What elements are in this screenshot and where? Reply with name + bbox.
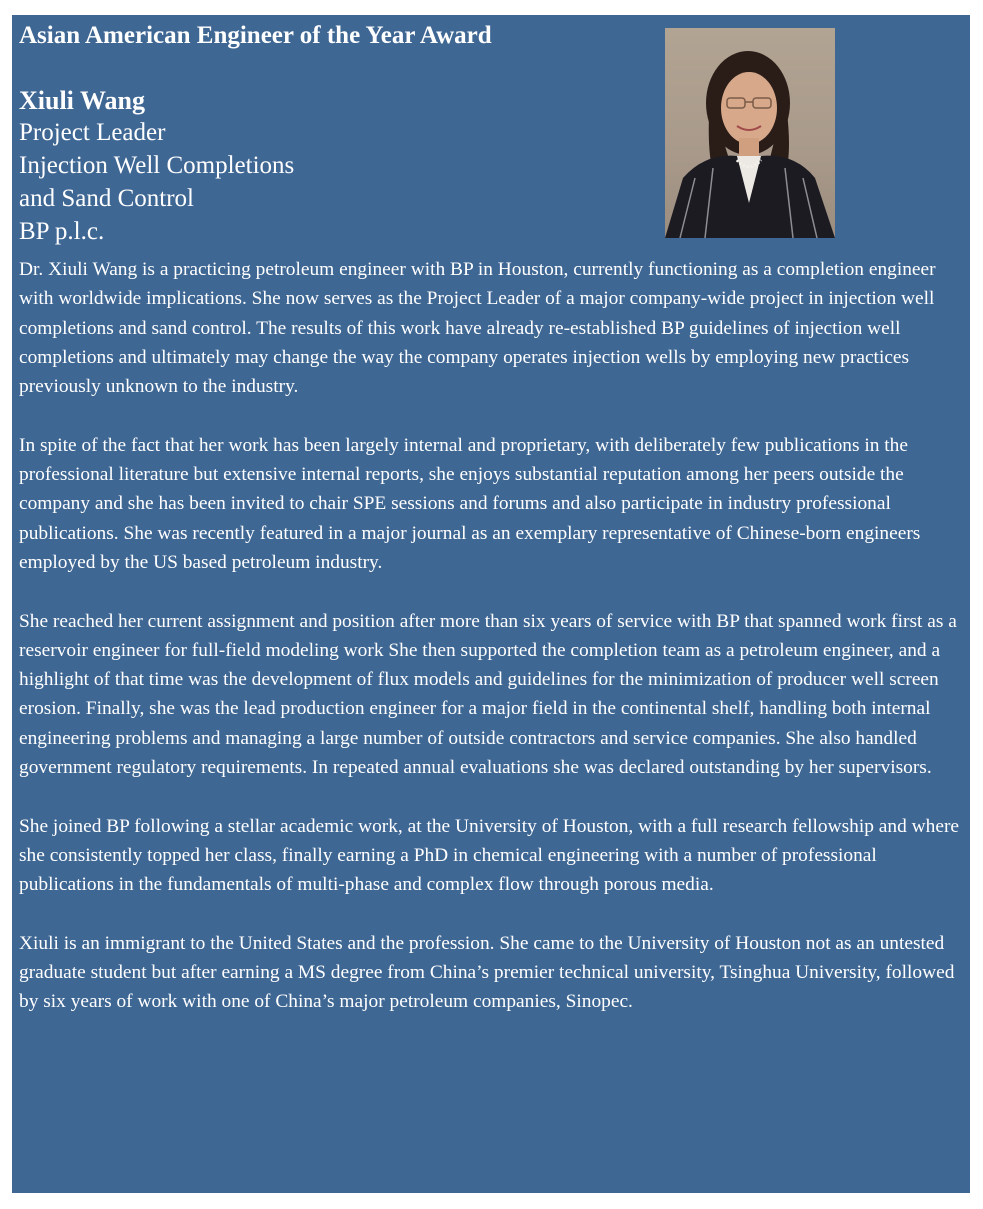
bio-paragraph-3: She reached her current assignment and position after more than six years of service with BP that spanned work first as a reservoir engineer for full-field modeling work She then supported the completion team as a petroleum engineer, and a highlight of that time was the development of flux models and guidelines for the minimization of producer well screen erosion. Finally, she was the lead production engineer for a major field in the continental shelf, handling both internal engineering problems and managing a large number of outside contractors and service companies. She also handled government regulatory requirements. In repeated annual evaluations she was declared outstanding by her supervisors. (19, 610, 957, 779)
person-title: Project Leader (19, 119, 166, 146)
award-panel (12, 15, 970, 1193)
person-department-line1: Injection Well Completions (19, 152, 295, 179)
award-title: Asian American Engineer of the Year Award (19, 22, 492, 49)
portrait-icon (665, 28, 835, 238)
person-company: BP p.l.c. (19, 218, 105, 245)
biography (19, 255, 967, 1046)
bio-paragraph-2: In spite of the fact that her work has been largely internal and proprietary, with deliberately few publications in the professional literature but extensive internal reports, she enjoys substantial reputation among her peers outside the company and she has been invited to chair SPE sessions and forums and also participate in industry professional publications. She was recently featured in a major journal as an exemplary representative of Chinese-born engineers employed by the US based petroleum industry. (19, 434, 921, 573)
bio-paragraph-5: Xiuli is an immigrant to the United States and the profession. She came to the University of Houston not as an untested graduate student but after earning a MS degree from China’s premier technical university, Tsinghua University, followed by six years of work with one of China’s major petroleum companies, Sinopec. (19, 932, 955, 1013)
person-department-line2: and Sand Control (19, 185, 194, 212)
portrait-photo (665, 28, 835, 238)
person-name: Xiuli Wang (19, 86, 145, 115)
bio-paragraph-4: She joined BP following a stellar academic work, at the University of Houston, with a full research fellowship and where she consistently topped her class, finally earning a PhD in chemical engineering with a number of professional publications in the fundamentals of multi-phase and complex flow through porous media. (19, 815, 960, 896)
bio-paragraph-1: Dr. Xiuli Wang is a practicing petroleum engineer with BP in Houston, currently functioning as a completion engineer with worldwide implications. She now serves as the Project Leader of a major company-wide project in injection well completions and sand control. The results of this work have already re-established BP guidelines of injection well completions and ultimately may change the way the company operates injection wells by employing new practices previously unknown to the industry. (19, 259, 936, 398)
